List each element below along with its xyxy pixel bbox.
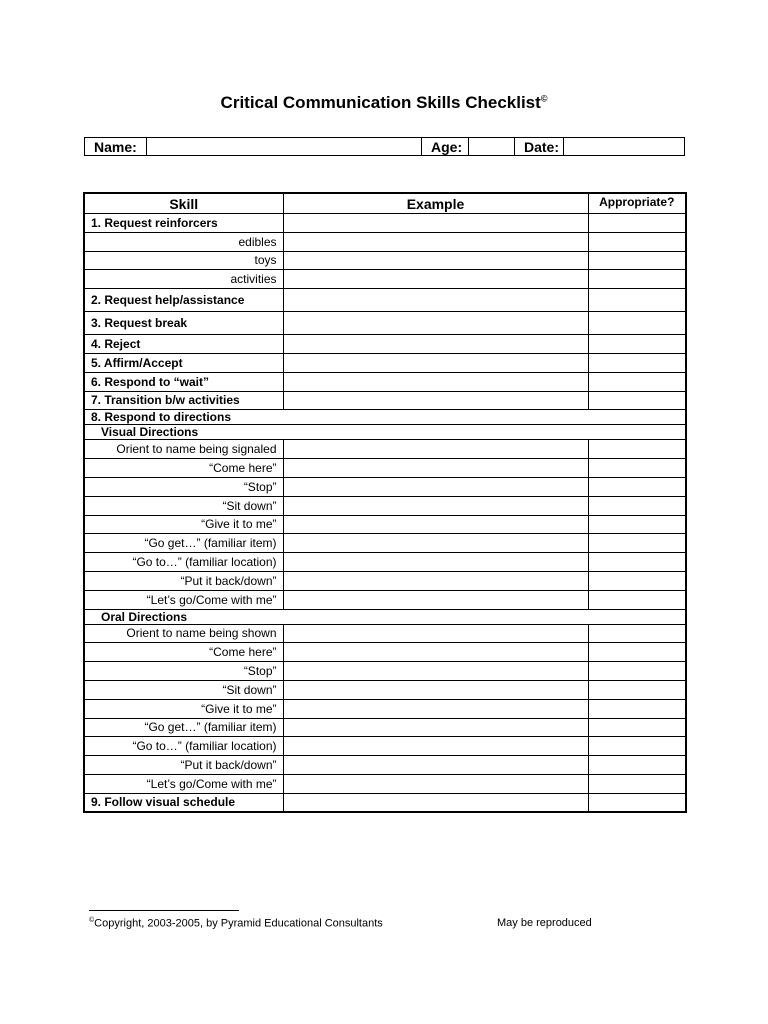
- appropriate-cell[interactable]: [588, 353, 686, 372]
- example-cell[interactable]: [283, 335, 588, 354]
- example-cell[interactable]: [283, 643, 588, 662]
- table-row: [84, 643, 686, 662]
- example-cell[interactable]: [283, 553, 588, 572]
- appropriate-cell[interactable]: [588, 477, 686, 496]
- date-label: Date:: [515, 138, 564, 155]
- table-row: [84, 737, 686, 756]
- table-row: [84, 662, 686, 681]
- age-field[interactable]: [469, 138, 515, 155]
- table-row: [84, 774, 686, 793]
- table-row: [84, 270, 686, 289]
- table-row: [84, 459, 686, 478]
- appropriate-cell[interactable]: [588, 335, 686, 354]
- appropriate-cell[interactable]: [588, 793, 686, 812]
- example-cell[interactable]: [283, 459, 588, 478]
- name-label: Name:: [85, 138, 147, 155]
- example-cell[interactable]: [283, 718, 588, 737]
- appropriate-cell[interactable]: [588, 756, 686, 775]
- table-row: [84, 553, 686, 572]
- appropriate-cell[interactable]: [588, 372, 686, 391]
- example-cell[interactable]: [283, 515, 588, 534]
- example-cell[interactable]: [283, 477, 588, 496]
- appropriate-cell[interactable]: [588, 590, 686, 609]
- table-row: [84, 534, 686, 553]
- skill-cell: activities: [84, 270, 283, 289]
- skill-heading: 8. Respond to directions: [84, 410, 686, 425]
- appropriate-cell[interactable]: [588, 553, 686, 572]
- appropriate-cell[interactable]: [588, 251, 686, 270]
- skill-cell: 5. Affirm/Accept: [84, 353, 283, 372]
- appropriate-cell[interactable]: [588, 496, 686, 515]
- skill-cell: “Give it to me”: [84, 699, 283, 718]
- table-row: [84, 232, 686, 251]
- skill-cell: “Put it back/down”: [84, 571, 283, 590]
- table-row: [84, 624, 686, 643]
- appropriate-cell[interactable]: [588, 662, 686, 681]
- appropriate-cell[interactable]: [588, 718, 686, 737]
- example-column-header: Example: [283, 193, 588, 214]
- skill-cell: Orient to name being shown: [84, 624, 283, 643]
- skill-cell: toys: [84, 251, 283, 270]
- skill-cell: “Go get…” (familiar item): [84, 718, 283, 737]
- skill-cell: “Go to…” (familiar location): [84, 553, 283, 572]
- example-cell[interactable]: [283, 793, 588, 812]
- table-row: [84, 440, 686, 459]
- example-cell[interactable]: [283, 440, 588, 459]
- table-row: [84, 571, 686, 590]
- appropriate-cell[interactable]: [588, 624, 686, 643]
- skill-cell: “Sit down”: [84, 680, 283, 699]
- section-heading: Oral Directions: [84, 609, 686, 624]
- skill-cell: “Come here”: [84, 643, 283, 662]
- footnote-mark: ©: [89, 917, 95, 924]
- reproduce-note: May be reproduced: [497, 917, 592, 929]
- table-row: [84, 353, 686, 372]
- appropriate-cell[interactable]: [588, 270, 686, 289]
- skill-cell: “Let’s go/Come with me”: [84, 774, 283, 793]
- appropriate-cell[interactable]: [588, 534, 686, 553]
- table-row: [84, 289, 686, 312]
- skill-cell: 4. Reject: [84, 335, 283, 354]
- appropriate-cell[interactable]: [588, 699, 686, 718]
- appropriate-cell[interactable]: [588, 680, 686, 699]
- example-cell[interactable]: [283, 662, 588, 681]
- skill-cell: “Let’s go/Come with me”: [84, 590, 283, 609]
- example-cell[interactable]: [283, 590, 588, 609]
- skill-cell: Orient to name being signaled: [84, 440, 283, 459]
- skill-cell: “Go to…” (familiar location): [84, 737, 283, 756]
- table-row: [84, 718, 686, 737]
- skill-cell: 1. Request reinforcers: [84, 214, 283, 233]
- appropriate-cell[interactable]: [588, 774, 686, 793]
- info-bar: [84, 137, 685, 156]
- example-cell[interactable]: [283, 534, 588, 553]
- table-row: [84, 335, 686, 354]
- table-row: [84, 515, 686, 534]
- table-row: [84, 214, 686, 233]
- skill-cell: 9. Follow visual schedule: [84, 793, 283, 812]
- skill-cell: 6. Respond to “wait”: [84, 372, 283, 391]
- table-row: [84, 699, 686, 718]
- example-cell[interactable]: [283, 756, 588, 775]
- skill-cell: edibles: [84, 232, 283, 251]
- example-cell[interactable]: [283, 372, 588, 391]
- skill-column-header: Skill: [84, 193, 283, 214]
- example-cell[interactable]: [283, 699, 588, 718]
- skill-cell: “Sit down”: [84, 496, 283, 515]
- name-field[interactable]: [147, 138, 422, 155]
- skill-cell: 3. Request break: [84, 312, 283, 335]
- appropriate-cell[interactable]: [588, 232, 686, 251]
- footnote-divider: [89, 910, 239, 911]
- skill-cell: “Stop”: [84, 477, 283, 496]
- example-cell[interactable]: [283, 353, 588, 372]
- table-row: [84, 680, 686, 699]
- appropriate-cell[interactable]: [588, 643, 686, 662]
- skill-cell: 2. Request help/assistance: [84, 289, 283, 312]
- appropriate-cell[interactable]: [588, 440, 686, 459]
- table-row: [84, 590, 686, 609]
- appropriate-cell[interactable]: [588, 515, 686, 534]
- title-copyright-mark: ©: [540, 93, 548, 104]
- table-row: [84, 496, 686, 515]
- example-cell[interactable]: [283, 774, 588, 793]
- skill-cell: 7. Transition b/w activities: [84, 391, 283, 410]
- appropriate-column-header: Appropriate?: [588, 193, 686, 214]
- table-row: [84, 312, 686, 335]
- age-label: Age:: [422, 138, 469, 155]
- example-cell[interactable]: [283, 251, 588, 270]
- skill-cell: “Put it back/down”: [84, 756, 283, 775]
- skill-cell: “Come here”: [84, 459, 283, 478]
- example-cell[interactable]: [283, 289, 588, 312]
- page-title: [0, 93, 768, 113]
- appropriate-cell[interactable]: [588, 571, 686, 590]
- example-cell[interactable]: [283, 624, 588, 643]
- appropriate-cell[interactable]: [588, 391, 686, 410]
- appropriate-cell[interactable]: [588, 214, 686, 233]
- example-cell[interactable]: [283, 232, 588, 251]
- appropriate-cell[interactable]: [588, 459, 686, 478]
- appropriate-cell[interactable]: [588, 289, 686, 312]
- table-row: [84, 609, 686, 624]
- appropriate-cell[interactable]: [588, 312, 686, 335]
- table-row: [84, 410, 686, 425]
- table-row: [84, 477, 686, 496]
- example-cell[interactable]: [283, 270, 588, 289]
- table-row: [84, 391, 686, 410]
- title-text: Critical Communication Skills Checklist: [220, 93, 541, 112]
- table-row: [84, 756, 686, 775]
- table-row: [84, 425, 686, 440]
- copyright-footnote: [89, 917, 383, 930]
- appropriate-cell[interactable]: [588, 737, 686, 756]
- example-cell[interactable]: [283, 214, 588, 233]
- section-heading: Visual Directions: [84, 425, 686, 440]
- copyright-text: Copyright, 2003-2005, by Pyramid Educational Consultants: [94, 917, 383, 930]
- example-cell[interactable]: [283, 571, 588, 590]
- date-field[interactable]: [564, 138, 684, 155]
- skill-cell: “Stop”: [84, 662, 283, 681]
- table-row: [84, 793, 686, 812]
- table-row: [84, 372, 686, 391]
- example-cell[interactable]: [283, 680, 588, 699]
- skill-cell: “Go get…” (familiar item): [84, 534, 283, 553]
- skills-table: [83, 192, 687, 813]
- example-cell[interactable]: [283, 312, 588, 335]
- example-cell[interactable]: [283, 391, 588, 410]
- example-cell[interactable]: [283, 737, 588, 756]
- example-cell[interactable]: [283, 496, 588, 515]
- skill-cell: “Give it to me”: [84, 515, 283, 534]
- table-row: [84, 251, 686, 270]
